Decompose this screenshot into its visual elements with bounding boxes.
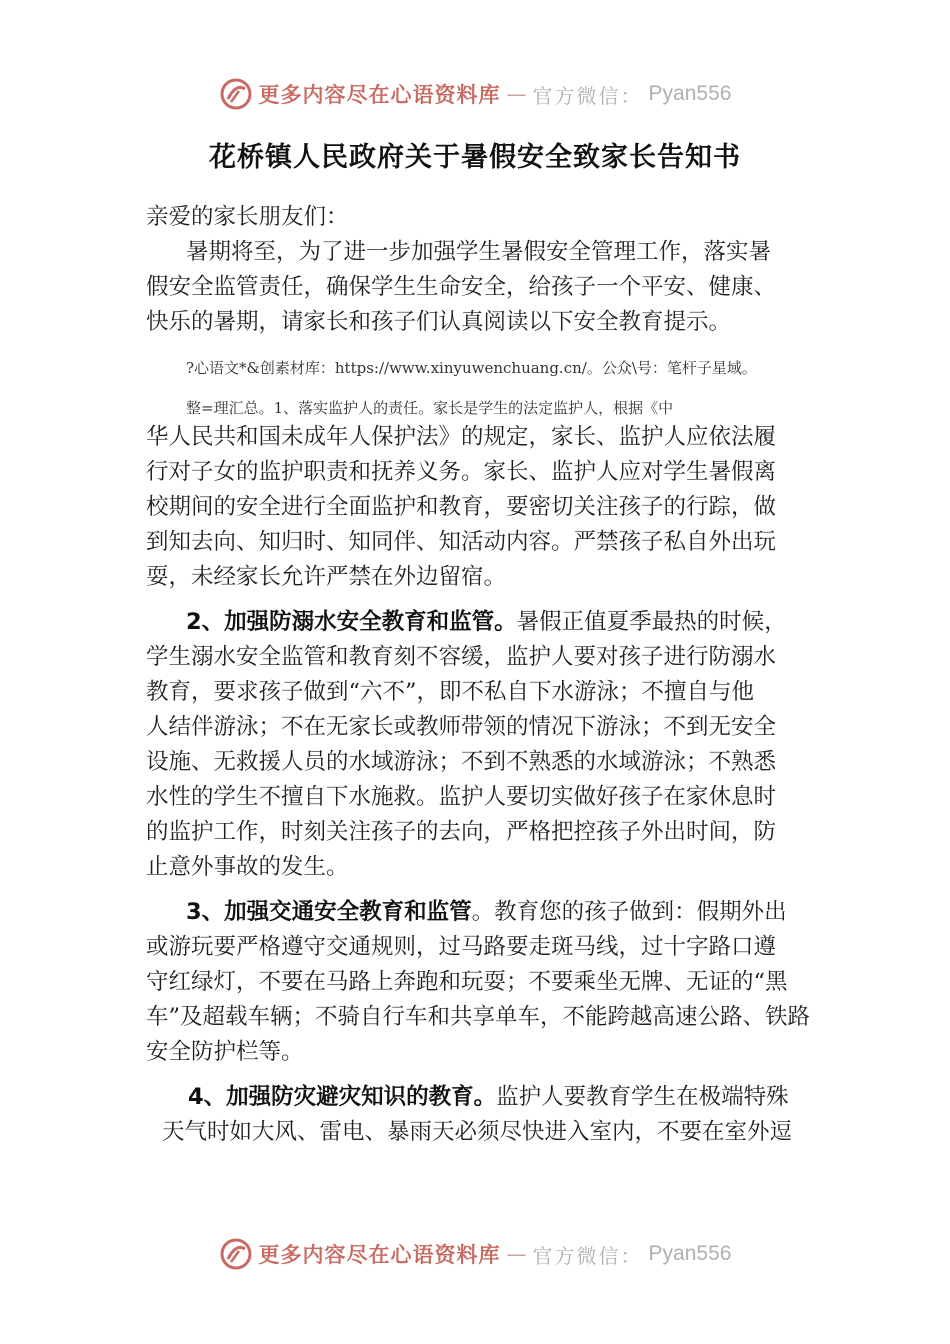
p1-line-3: 校期间的安全进行全面监护和教育，要密切关注孩子的行踪，做 [146, 494, 777, 520]
banner-wechat-id: Pyan556 [648, 82, 732, 105]
p1-line-1: 华人民共和国未成年人保护法》的规定，家长、监护人应依法履 [146, 424, 777, 450]
p2-line-2: 学生溺水安全监管和教育刻不容缓，监护人要对孩子进行防溺水 [146, 644, 777, 670]
p3-line-1 [186, 897, 787, 927]
intro-line-1: 暑期将至，为了进一步加强学生暑假安全管理工作，落实暑 [186, 239, 772, 265]
banner-separator: — [506, 82, 527, 106]
intro-line-2: 假安全监管责任，确保学生生命安全，给孩子一个平安、健康、 [146, 274, 777, 300]
p3-line-5: 安全防护栏等。 [146, 1039, 304, 1065]
p2-line-3: 教育，要求孩子做到“六不”，即不私自下水游泳；不擅自与他 [146, 679, 755, 705]
p3-line-1-text: 。教育您的孩子做到：假期外出 [471, 899, 787, 925]
p2-line-1-text: 暑假正值夏季最热的时候， [516, 609, 787, 635]
p2-heading: 2、加强防溺水安全教育和监管。 [186, 609, 517, 635]
banner-slogan: 更多内容尽在心语资料库 [258, 1242, 501, 1267]
banner-slogan: 更多内容尽在心语资料库 [258, 82, 501, 107]
p4-line-1-text: 监护人要教育学生在极端特殊 [496, 1084, 789, 1110]
p3-line-3: 守红绿灯，不要在马路上奔跑和玩耍；不要乘坐无牌、无证的“黑 [146, 969, 788, 995]
p4-line-2: 天气时如大风、雷电、暴雨天必须尽快进入室内，不要在室外逗 [162, 1119, 793, 1145]
p3-line-2: 或游玩要严格遵守交通规则，过马路要走斑马线，过十字路口遵 [146, 934, 777, 960]
p2-line-4: 人结伴游泳；不在无家长或教师带领的情况下游泳；不到无安全 [146, 714, 777, 740]
p2-line-6: 水性的学生不擅自下水施救。监护人要切实做好孩子在家休息时 [146, 784, 777, 810]
document-title: 花桥镇人民政府关于暑假安全致家长告知书 [209, 142, 741, 173]
banner-wechat-label: 官方微信： [532, 1243, 643, 1268]
p1-line-2: 行对子女的监护职责和抚养义务。家长、监护人应对学生暑假离 [146, 459, 777, 485]
p2-line-8: 止意外事故的发生。 [146, 854, 349, 880]
intro-line-3: 快乐的暑期，请家长和孩子们认真阅读以下安全教育提示。 [146, 309, 732, 335]
notice-line-2: 整=理汇总。1、落实监护人的责任。家长是学生的法定监护人，根据《中 [186, 399, 674, 417]
p2-line-7: 的监护工作，时刻关注孩子的去向，严格把控孩子外出时间，防 [146, 819, 777, 845]
brand-logo-icon [219, 77, 253, 111]
p2-line-5: 设施、无救援人员的水域游泳；不到不熟悉的水域游泳；不熟悉 [146, 749, 777, 775]
p1-line-4: 到知去向、知归时、知同伴、知活动内容。严禁孩子私自外出玩 [146, 529, 777, 555]
p1-line-5: 耍，未经家长允许严禁在外边留宿。 [146, 564, 507, 590]
greeting: 亲爱的家长朋友们： [146, 204, 349, 230]
banner-wechat-id: Pyan556 [648, 1242, 732, 1265]
p4-heading: 4、加强防灾避灾知识的教育。 [188, 1084, 497, 1110]
p2-line-1 [186, 607, 787, 637]
footer-banner [0, 1232, 950, 1276]
header-banner [0, 72, 950, 116]
brand-logo-icon [219, 1237, 253, 1271]
p3-line-4: 车”及超载车辆；不骑自行车和共享单车，不能跨越高速公路、铁路 [146, 1004, 811, 1030]
banner-wechat-label: 官方微信： [532, 83, 643, 108]
p4-line-1 [188, 1082, 789, 1112]
notice-line-1: ?心语文*&创素材库：https://www.xinyuwenchuang.cn/。公众\号：笔杆子星域。 [186, 359, 757, 377]
p3-heading: 3、加强交通安全教育和监管 [186, 899, 472, 925]
banner-separator: — [506, 1242, 527, 1266]
